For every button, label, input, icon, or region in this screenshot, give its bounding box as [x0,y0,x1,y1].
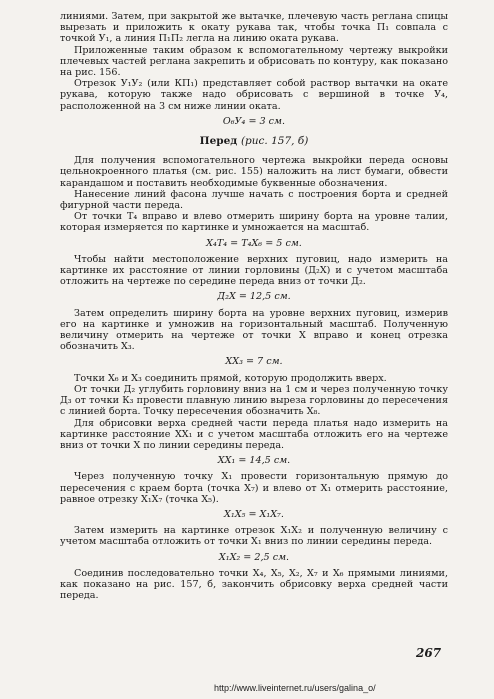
formula: ХХ₃ = 7 см. [225,356,283,368]
paragraph: Для обрисовки верха средней части переда платья надо измерить на картинке расстояние ХХ₁ и с учетом масштаба отложить его на чертеже вниз от точки Х по линии середины переда. [60,417,448,451]
paragraph: От точки Д₂ углубить горловину вниз на 1 см и через полученную точку Д₃ от точки К₃ провести плавную линию выреза горловины до пересечения с линией борта. Точку пересечения обозначить Х₈. [60,383,448,418]
paragraph: Нанесение линий фасона лучше начать с построения борта и средней фигурной части переда. [60,188,448,212]
formula: Х₁Х₂ = 2,5 см. [218,551,290,563]
heading-title: Перед [199,135,238,148]
formula: О₆У₄ = 3 см. [222,115,286,127]
paragraph: Соединив последовательно точки Х₄, Х₅, Х₂, Х₇ и Х₆ прямыми линиями, как показано на рис. 157, б, закончить обрисовку верха средней части переда. [60,567,448,602]
paragraph: Отрезок У₁У₂ (или КП₁) представляет собой раствор вытачки на окате рукава, которую также надо обрисовать с вершиной в точке У₄, расположенной на 3 см ниже линии оката. [60,78,448,112]
paragraph: Для получения вспомогательного чертежа выкройки переда основы цельнокроенного платья (см. рис. 155) наложить на лист бумаги, обвести карандашом и поставить необходимые буквенные обозначения. [60,155,448,189]
paragraph: Затем определить ширину борта на уровне верхних пуговиц, измерив его на картинке и умножив на горизонтальный масштаб. Полученную величину отмерить на чертеже от точки Х вправо и конец отрезка обозначить Х₃. [60,307,448,353]
paragraph: Чтобы найти местоположение верхних пуговиц, надо измерить на картинке их расстояние от линии горловины (Д₂Х) и с учетом масштаба отложить на чертеже по середине переда вниз от точки Д₂. [60,253,448,288]
paragraph: Точки Х₆ и Х₃ соединить прямой, которую продолжить вверх. [74,372,387,384]
text-column [60,11,448,601]
watermark-url: http://www.liveinternet.ru/users/galina_o/ [214,683,376,693]
formula: Д₂Х = 12,5 см. [217,291,291,303]
formula: Х₄Т₄ = Т₄Х₆ = 5 см. [206,237,302,249]
formula: ХХ₁ = 14,5 см. [217,455,291,467]
paragraph: Через полученную точку Х₁ провести горизонтальную прямую до пересечения с краем борта (точка Х₇) и влево от Х₁ отмерить расстояние, равное отрезку Х₁Х₇ (точка Х₅). [60,471,448,505]
heading-figure-ref: (рис. 157, б) [240,135,309,148]
page-number: 267 [416,646,442,660]
section-heading [60,136,448,147]
formula: Х₁Х₅ = Х₁Х₇. [224,508,284,520]
paragraph: Затем измерить на картинке отрезок Х₁Х₂ и полученную величину с учетом масштаба отложить от точки Х₁ вниз по линии середины переда. [60,525,448,548]
paragraph: От точки Т₄ вправо и влево отмерить ширину борта на уровне талии, которая измеряется по картинке и умножается на масштаб. [60,211,448,234]
paragraph: линиями. Затем, при закрытой же вытачке, плечевую часть реглана спицы вырезать и приложить к окату рукава так, чтобы точка П₁ совпала с точкой У₁, а линия П₁П₂ легла на линию оката рукава. [60,11,448,45]
paragraph: Приложенные таким образом к вспомогательному чертежу выкройки плечевых частей реглана закрепить и обрисовать по контуру, как показано на рис. 156. [60,44,448,79]
